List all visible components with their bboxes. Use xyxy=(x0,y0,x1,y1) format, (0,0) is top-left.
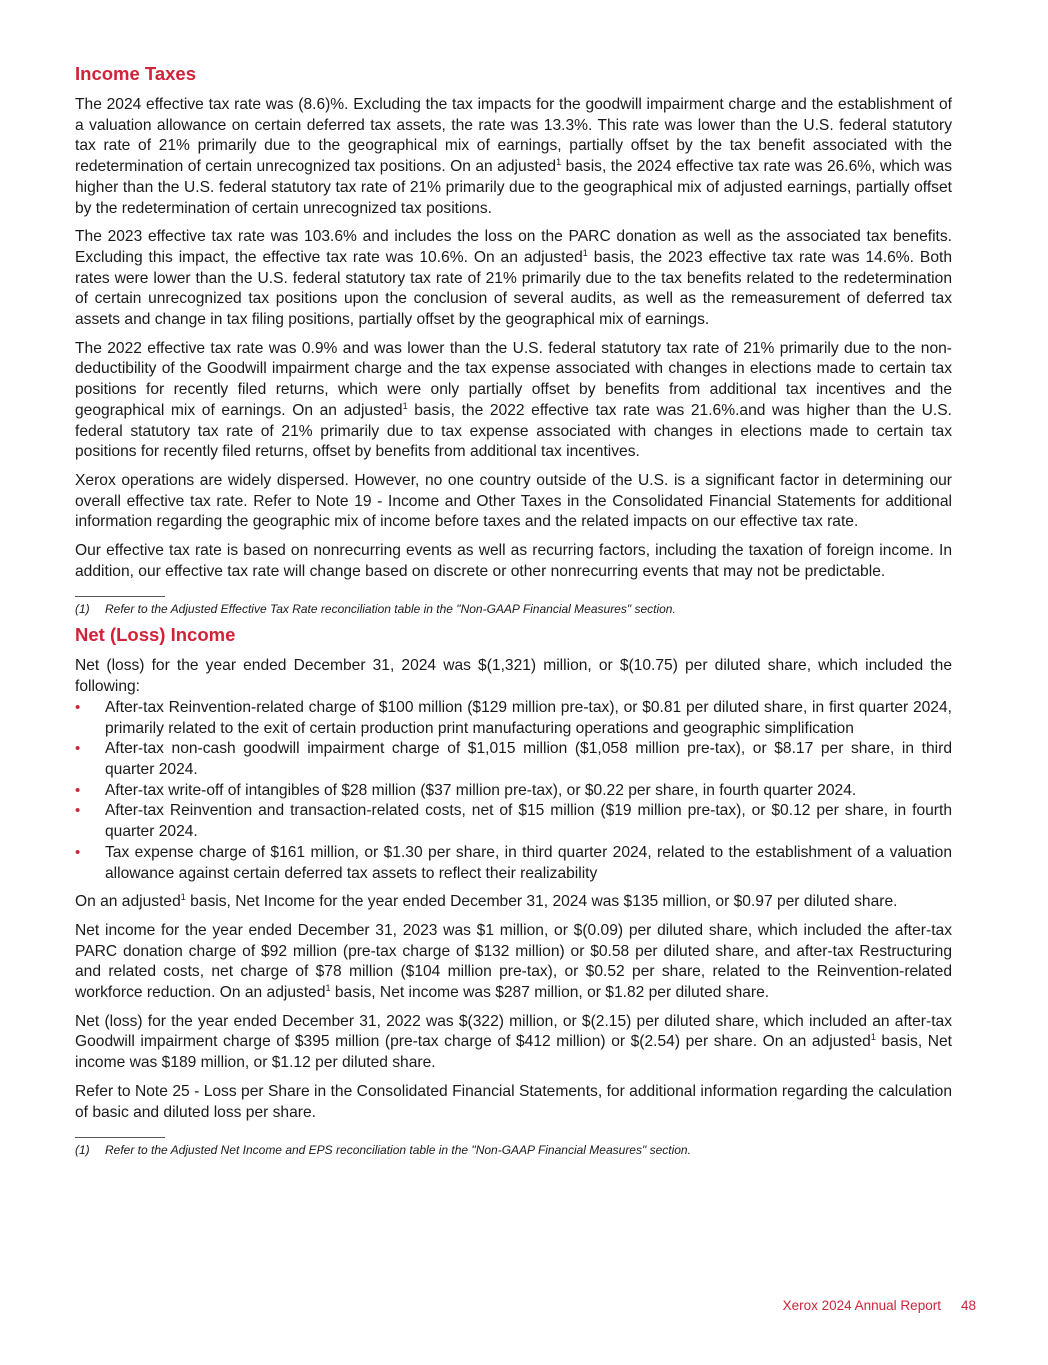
footnote-divider xyxy=(75,596,165,597)
footnote-income-taxes: (1) Refer to the Adjusted Effective Tax Rate reconciliation table in the "Non-GAAP Financial Measures" section. xyxy=(75,602,676,617)
list-item: • Tax expense charge of $161 million, or $1.30 per share, in third quarter 2024, related to the establishment of a valuation allowance against certain deferred tax assets to reflect their realizability xyxy=(75,843,952,882)
section-heading-income-taxes: Income Taxes xyxy=(75,63,196,84)
list-item: • After-tax write-off of intangibles of $28 million ($37 million pre-tax), or $0.22 per share, in fourth quarter 2024. xyxy=(75,781,952,802)
footnote-ref: 1 xyxy=(556,157,562,168)
bullet-icon: • xyxy=(75,781,81,799)
footnote-ref: 1 xyxy=(180,892,186,903)
net-income-adjusted-2024: On an adjusted$^1$ basis, Net Income for the year ended December 31, 2024 was $135 million, or $0.97 per diluted share. xyxy=(75,892,898,911)
document-page xyxy=(75,62,952,1164)
bullet-icon: • xyxy=(75,740,81,758)
income-taxes-paragraph-rate-basis: Our effective tax rate is based on nonrecurring events as well as recurring factors, including the taxation of foreign income. In addition, our effective tax rate will change based on discrete or other nonrecurring events that may not be predictable. xyxy=(75,542,952,580)
income-taxes-paragraph-2024: The 2024 effective tax rate was (8.6)%. Excluding the tax impacts for the goodwill impairment charge and the establishment of a valuation allowance on certain deferred tax assets, the rate was 13.3%. This rate was lower than the U.S. federal statutory tax rate of 21% primarily due to the geographical mix of earnings, partially offset by the tax benefit associated with the redetermination of certain unrecognized tax positions. On an adjusted$^1$ basis, the 2024 effective tax rate was 26.6%, which was higher than the U.S. federal statutory tax rate of 21% primarily due to the geographical mix of adjusted earnings, partially offset by the redetermination of certain unrecognized tax positions. xyxy=(75,96,952,217)
report-title: Xerox 2024 Annual Report xyxy=(782,1298,941,1313)
bullet-icon: • xyxy=(75,802,81,820)
footnote-ref: 1 xyxy=(402,400,408,411)
footnote-ref: 1 xyxy=(870,1032,876,1043)
list-item: • After-tax non-cash goodwill impairment charge of $1,015 million ($1,058 million pre-tax), or $8.17 per share, in third quarter 2024. xyxy=(75,740,952,778)
footnote-ref: 1 xyxy=(325,983,331,994)
net-income-items-list xyxy=(75,698,952,884)
bullet-icon: • xyxy=(75,843,81,861)
footnote-ref: 1 xyxy=(582,247,588,258)
net-income-paragraph-note25: Refer to Note 25 - Loss per Share in the Consolidated Financial Statements, for additional information regarding the calculation of basic and diluted loss per share. xyxy=(75,1082,952,1121)
section-heading-net-income: Net (Loss) Income xyxy=(75,624,236,646)
bullet-icon: • xyxy=(75,698,81,716)
footnote-net-income: (1) Refer to the Adjusted Net Income and EPS reconciliation table in the "Non-GAAP Financial Measures" section. xyxy=(75,1143,691,1158)
page-number: 48 xyxy=(960,1298,976,1313)
income-taxes-paragraph-2023: The 2023 effective tax rate was 103.6% and includes the loss on the PARC donation as well as the associated tax benefits. Excluding this impact, the effective tax rate was 10.6%. On an adjusted$^1$ basis, the 2023 effective tax rate was 14.6%. Both rates were lower than the U.S. federal statutory tax rate of 21% primarily due to the tax benefits related to the redetermination of certain unrecognized tax positions upon the conclusion of several audits, as well as the remeasurement of deferred tax assets and change in tax filing positions, partially offset by the geographical mix of earnings. xyxy=(75,228,952,329)
net-income-paragraph-2023: Net income for the year ended December 31, 2023 was $1 million, or $(0.09) per diluted share, which included the after-tax PARC donation charge of $92 million (pre-tax charge of $132 million) or $0.58 per diluted share, and after-tax Restructuring and related costs, net charge of $78 million ($104 million pre-tax), or $0.52 per share, related to the Reinvention-related workforce reduction. On an adjusted$^1$ basis, Net income was $287 million, or $1.82 per diluted share. xyxy=(75,921,952,1002)
list-item: • After-tax Reinvention-related charge of $100 million ($129 million pre-tax), or $0.81 per diluted share, in first quarter 2024, primarily related to the exit of certain production print manufacturing operations and geographic simplification xyxy=(75,698,952,737)
footnote-divider xyxy=(75,1137,165,1138)
income-taxes-paragraph-operations: Xerox operations are widely dispersed. However, no one country outside of the U.S. is a significant factor in determining our overall effective tax rate. Refer to Note 19 - Income and Other Taxes in the Consolidated Financial Statements for additional information regarding the geographic mix of income before taxes and the related impacts on our effective tax rate. xyxy=(75,471,952,531)
net-income-paragraph-2022: Net (loss) for the year ended December 31, 2022 was $(322) million, or $(2.15) per diluted share, which included an after-tax Goodwill impairment charge of $395 million (pre-tax charge of $412 million) or $(2.54) per share. On an adjusted$^1$ basis, Net income was $189 million, or $1.12 per diluted share. xyxy=(75,1012,952,1072)
net-income-intro: Net (loss) for the year ended December 31, 2024 was $(1,321) million, or $(10.75) per diluted share, which included the following: xyxy=(75,657,952,696)
income-taxes-paragraph-2022: The 2022 effective tax rate was 0.9% and was lower than the U.S. federal statutory tax rate of 21% primarily due to the non-deductibility of the Goodwill impairment charge and the tax expense associated with changes in elections made to certain tax positions for recently filed returns, which were only partially offset by benefits from additional tax incentives and the geographical mix of earnings. On an adjusted$^1$ basis, the 2022 effective tax rate was 21.6%.and was higher than the U.S. federal statutory tax rate of 21% primarily due to tax expense associated with changes in elections made to certain tax positions for recently filed returns, offset by benefits from additional tax incentives. xyxy=(75,339,952,461)
page-footer xyxy=(783,1298,976,1313)
list-item: • After-tax Reinvention and transaction-related costs, net of $15 million ($19 million pre-tax), or $0.12 per share, in fourth quarter 2024. xyxy=(75,802,952,841)
